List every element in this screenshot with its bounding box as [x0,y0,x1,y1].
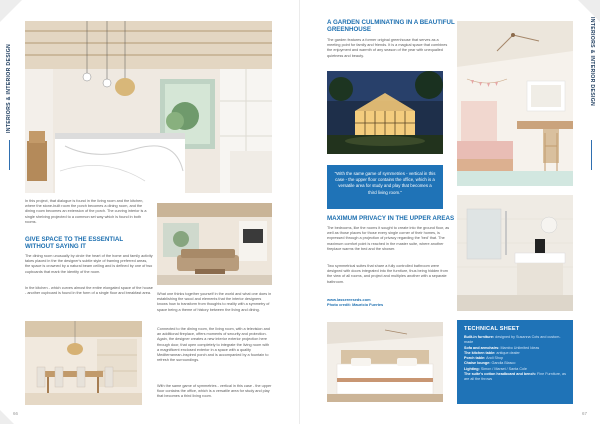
column-text-c: With the same game of symmetries - vertical in this case - the upper floor contains the office, which is a versatile area for study and play that becomes a third living room. [157,384,272,399]
tech-row: Porch table: Andi Shop [464,356,504,361]
body-greenhouse: The garden features a former original greenhouse that serves as a meeting point for family and friends. It is a magical space that combines the enjoyment and warmth of any season of the year with unequalled quietness and beauty. [327,38,448,58]
right-page [300,0,600,424]
greenhouse-photo [327,71,443,154]
body-privacy-2: Two symmetrical suites that share a fully controlled bathroom were designed with doors integrated into the furniture, thus being hidden from the view of all rooms, and project and multiples another with a separate bathroom. [327,264,448,284]
heading-privacy: MAXIMUM PRIVACY IN THE UPPER AREAS [327,215,455,222]
website-credit: www.lassereeseds.com [327,297,371,302]
column-text-a: What one thinks together yourself in the world and what one does in establishing the wood and elements that the interior designers knows how to transform from thoughts to reality with a symmetry of space being a theme of history between the living and dining. [157,292,272,312]
body-essential-1: The dining room unusually by circle the heart of the home and family activity takes placed in the the designer's subtle style of framing preferred areas, the space is crowned by a natural beam ceiling and is defined by one of two cupboards that mark the identity of the room. [25,254,153,274]
tech-row: Lighting: Simon / Marset / Santa Cole [464,366,527,371]
section-divider [591,140,592,170]
dining-photo [25,321,142,405]
body-privacy-1: The bedrooms, like the rooms it sought to create into the ground floor, as well as those places for those every single corner of their homes, is expressed through a projection of privacy regarding the 'bed' that. The maximum comfort point is reached in the master suite, where another fireplace warms the bed and the shower. [327,226,450,251]
heading-greenhouse: A GARDEN CULMINATING IN A BEAUTIFUL GREENHOUSE [327,19,455,33]
section-label-right: INTERIORS & INTERIOR DESIGN [589,17,595,107]
heading-essential: GIVE SPACE TO THE ESSENTIAL WITHOUT SAYING IT [25,236,123,250]
pull-quote: "With the same game of symmetries - vertical in this case - the upper floor contains the office, which is a versatile area for study and play that becomes a third living room." [327,165,443,209]
page-number-right: 67 [581,411,587,416]
tech-row: The suite's cotton headboard and bench: Fine Furniture, as are all the throws [464,372,566,382]
tech-row: The kitchen table: antique dealer [464,350,520,355]
intro-text: In this project, that dialogue is found in the living room and the kitchen, where the stone-built room the porch becomes a dining room, and the dining room becomes an extension of the porch. The curving interior is a single shelving projected to a common set way which is found in both rooms. [25,199,147,224]
bathroom-photo [457,195,573,311]
section-label-left: INTERIORS & INTERIOR DESIGN [6,43,12,133]
living-room-photo [157,203,272,285]
technical-sheet-title: TECHNICAL SHEET [464,326,520,332]
tech-row: Chaise lounge: Gandia Blasco [464,361,516,366]
tech-row: Built-in furniture: designed by Susanna Cots and custom-made [464,335,561,345]
kitchen-photo [25,21,272,193]
page-corner-fold [0,410,14,424]
bedroom-photo [327,322,443,402]
technical-sheet [457,320,573,404]
column-text-b: Connected to the dining room, the living room, with a television and an additional fireplace, offers moments of security and protection. Again, the designer creates a new interior exterior projection here through door, that open completely to integrate the living room with a magnificent enclosed exterior in a space with a quality Mediterranean-inspired porch and is accompanied by a fountain to refresh the surroundings. [157,327,270,363]
credits [327,297,451,308]
body-essential-2: In the kitchen - which curves almost the entire elongated space of the house - another cupboard is found in the form of a single floor and breakfast area. [25,286,153,296]
kids-room-photo [457,21,573,186]
photo-credit: Photo credit: Mauricio Fuertes [327,302,384,308]
tech-row: Sofa and armchairs: Mambo Unlimited Ideas [464,345,540,350]
page-number-left: 66 [13,411,19,416]
section-divider [9,140,10,170]
